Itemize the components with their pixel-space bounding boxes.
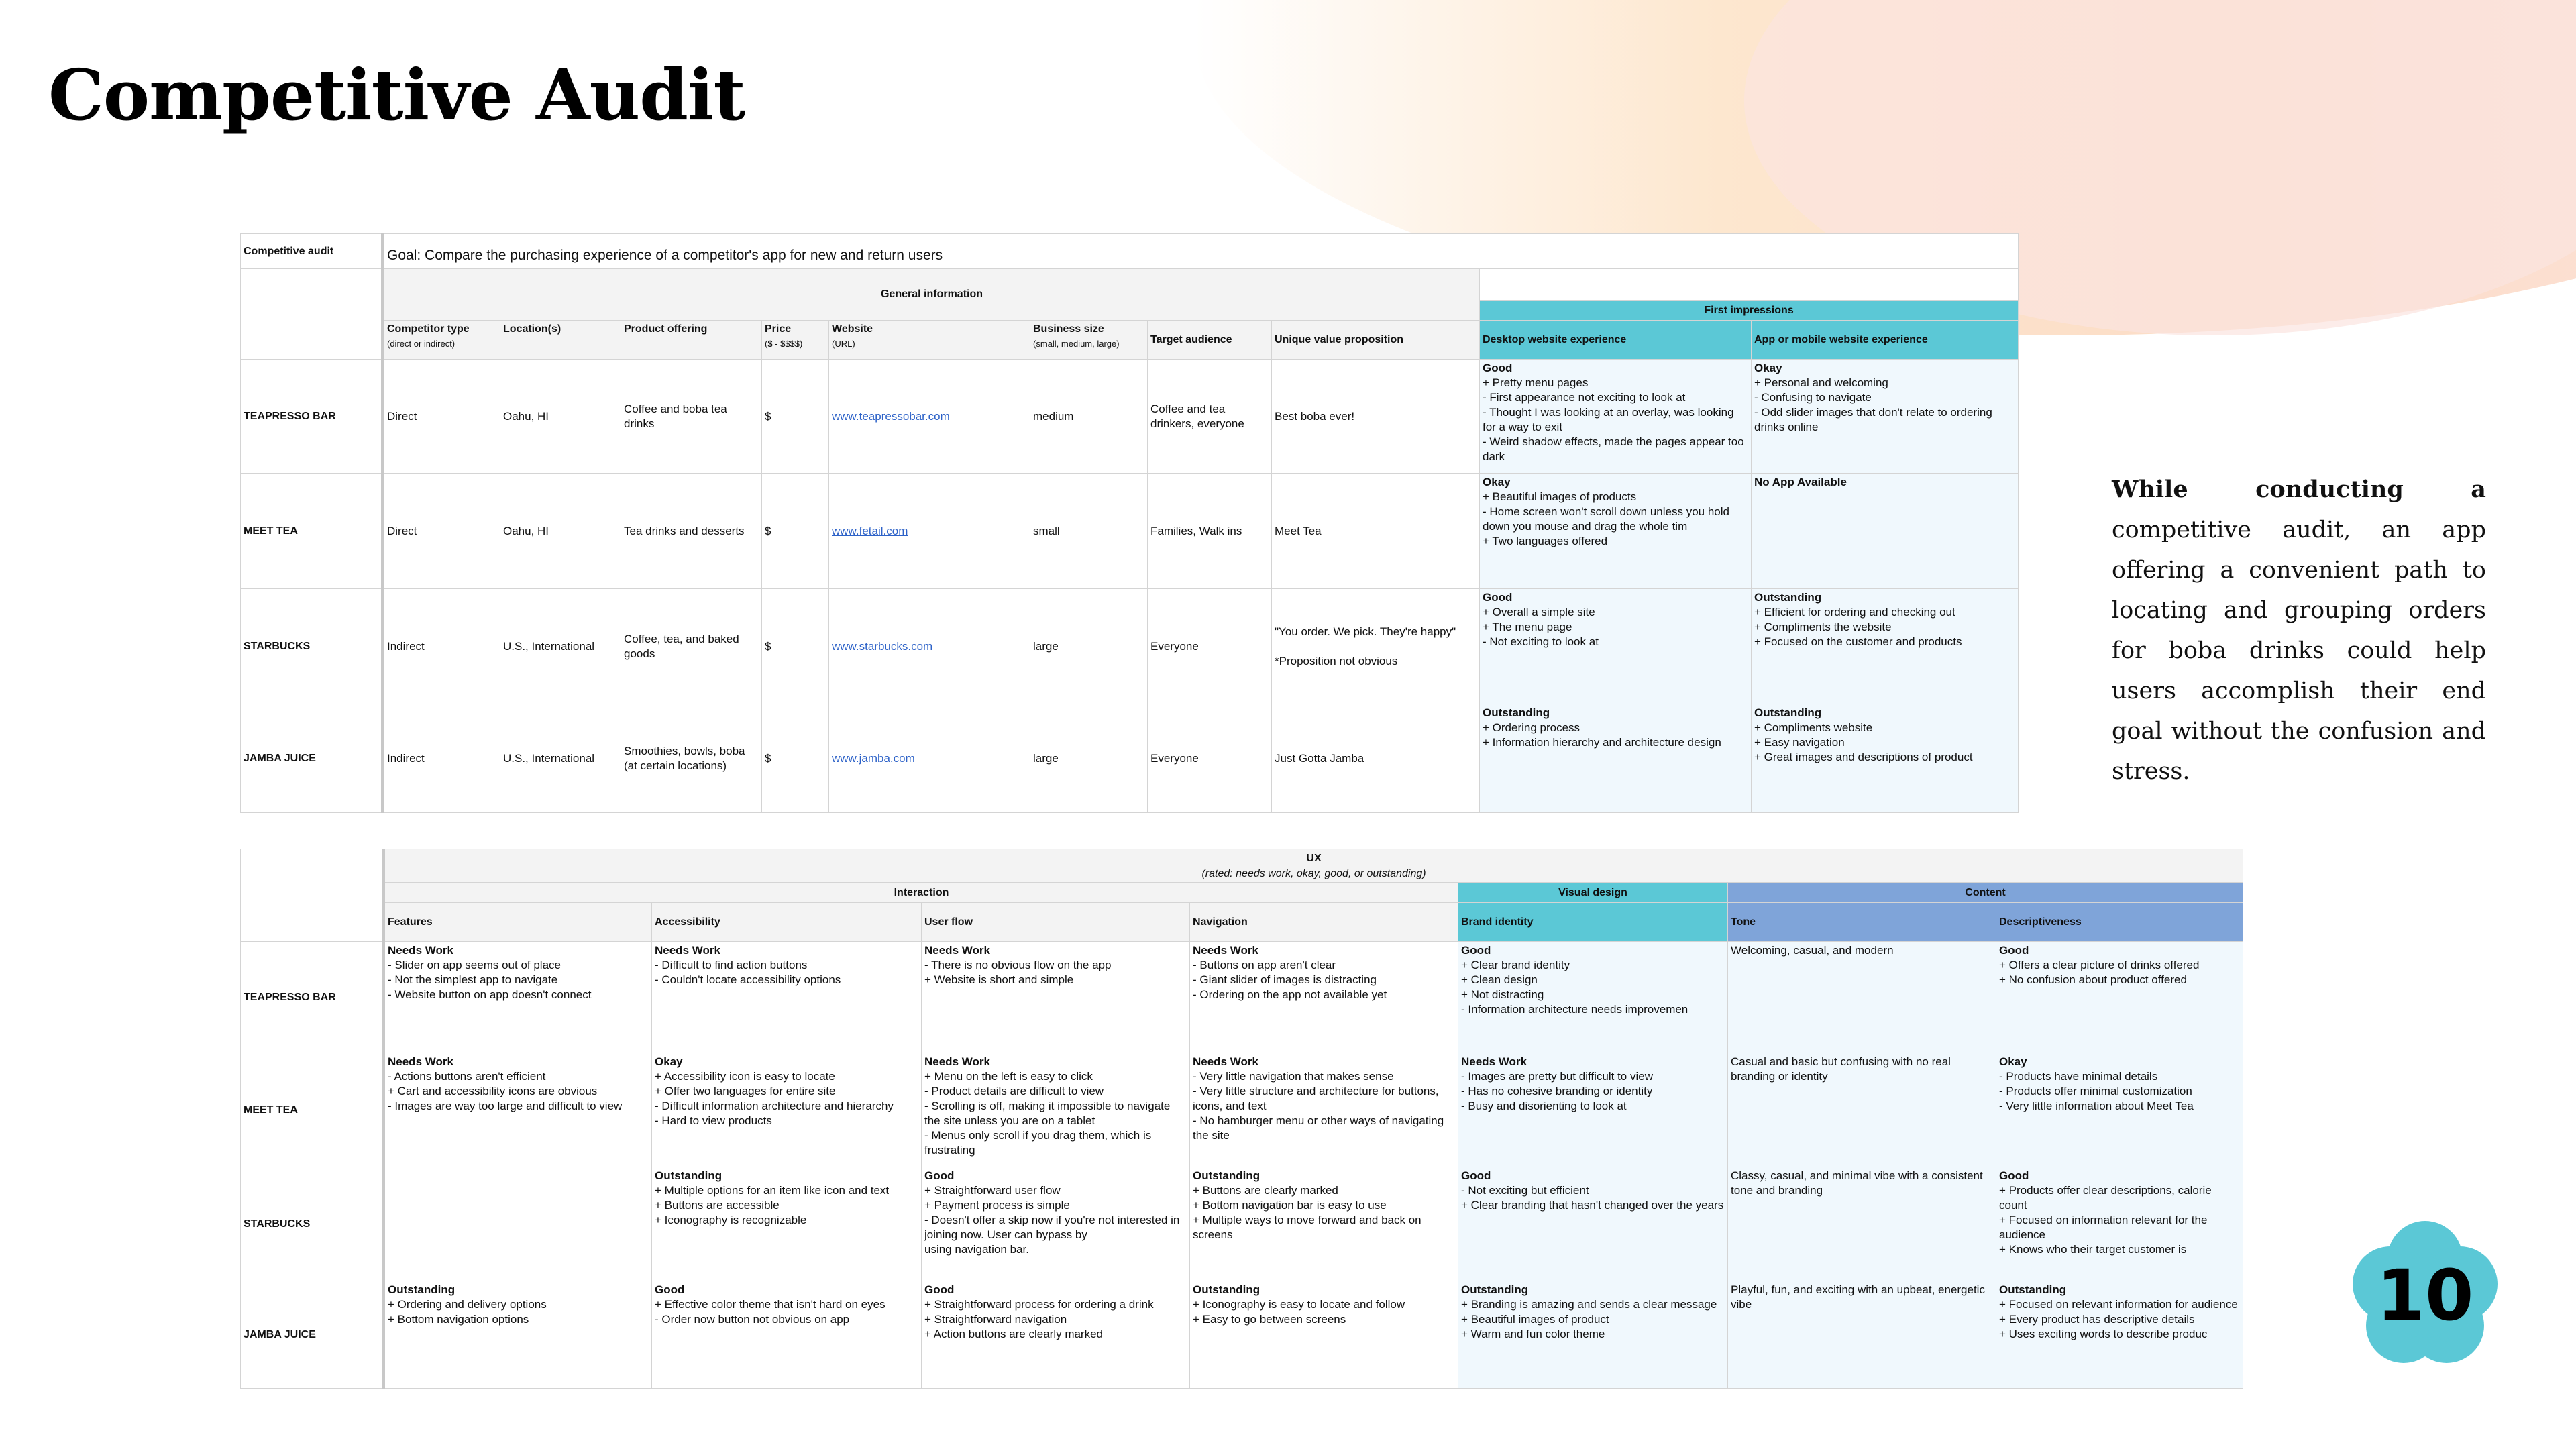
interaction-header: Interaction: [384, 883, 1458, 903]
competitor-location-text: U.S., International: [503, 639, 595, 653]
value-proposition-text: Best boba ever!: [1275, 409, 1355, 423]
value-proposition: [1272, 360, 1480, 474]
website-link[interactable]: [829, 704, 1030, 813]
navigation-cell: [1190, 1167, 1458, 1281]
accessibility-cell-notes: - Difficult to find action buttons - Couldn't locate accessibility options: [655, 959, 841, 986]
competitor-name-text: MEET TEA: [244, 525, 298, 537]
competitor-name-text: TEAPRESSO BAR: [244, 991, 336, 1003]
descriptiveness-cell-rating: Okay: [1999, 1055, 2027, 1068]
descriptiveness-cell-rating: Outstanding: [1999, 1283, 2067, 1296]
business-size-text: medium: [1033, 409, 1074, 423]
target-audience: [1148, 474, 1272, 589]
business-size: [1030, 704, 1148, 813]
header-uvp: Unique value proposition: [1272, 321, 1480, 360]
value-proposition: [1272, 704, 1480, 813]
descriptiveness-cell-notes: + Products offer clear descriptions, calorie count + Focused on information relevant for the audience + Knows who their target customer is: [1999, 1184, 2212, 1256]
competitor-name-text: JAMBA JUICE: [244, 1328, 316, 1340]
brand-identity-cell: [1458, 1053, 1728, 1167]
value-proposition: [1272, 589, 1480, 704]
competitor-location: [500, 589, 621, 704]
competitor-location: [500, 704, 621, 813]
navigation-cell-rating: Needs Work: [1193, 944, 1258, 957]
blank-corner: [241, 269, 383, 360]
navigation-cell-notes: + Buttons are clearly marked + Bottom navigation bar is easy to use + Multiple ways to move forward and back on screens: [1193, 1184, 1421, 1241]
tone-cell-text: Classy, casual, and minimal vibe with a consistent tone and branding: [1731, 1169, 1983, 1197]
business-size: [1030, 474, 1148, 589]
features-cell-notes: - Actions buttons aren't efficient + Cart and accessibility icons are obvious - Images are way too large and difficult to view: [388, 1070, 623, 1112]
competitor-row: [241, 360, 2019, 474]
target-audience-text: Families, Walk ins: [1150, 524, 1242, 537]
business-size: [1030, 589, 1148, 704]
user-flow-cell-rating: Needs Work: [924, 944, 990, 957]
product-offering-text: Coffee and boba tea drinks: [624, 402, 727, 430]
product-offering-text: Coffee, tea, and baked goods: [624, 632, 739, 660]
desktop-experience-rating: Okay: [1483, 476, 1511, 488]
website-link-text[interactable]: www.fetail.com: [832, 524, 908, 537]
features-cell-notes: + Ordering and delivery options + Bottom navigation options: [388, 1298, 547, 1326]
website-link[interactable]: [829, 360, 1030, 474]
summary-paragraph: [2112, 470, 2486, 792]
competitor-type: [383, 360, 500, 474]
desktop-experience-rating: Good: [1483, 362, 1513, 374]
header-target-audience: Target audience: [1148, 321, 1272, 360]
competitor-name: [241, 474, 383, 589]
mobile-experience-rating: No App Available: [1754, 476, 1847, 488]
brand-identity-cell-notes: + Branding is amazing and sends a clear message + Beautiful images of product + Warm and fun color theme: [1461, 1298, 1717, 1340]
summary-bold: While conducting a: [2112, 476, 2486, 503]
first-impressions-header: First impressions: [1480, 301, 2019, 321]
price: [762, 589, 829, 704]
goal-text: Goal: Compare the purchasing experience of a competitor's app for new and return users: [383, 234, 2019, 269]
price: [762, 360, 829, 474]
competitor-name-text: STARBUCKS: [244, 640, 311, 652]
features-cell: [384, 1281, 652, 1389]
product-offering: [621, 474, 762, 589]
header-location: Location(s): [500, 321, 621, 360]
value-proposition: [1272, 474, 1480, 589]
user-flow-cell: [922, 1053, 1190, 1167]
mobile-experience-notes: + Compliments website + Easy navigation + Great images and descriptions of product: [1754, 721, 1973, 763]
desktop-experience-rating: Outstanding: [1483, 706, 1550, 719]
page-number-badge: [2348, 1218, 2502, 1373]
target-audience: [1148, 704, 1272, 813]
competitor-location-text: U.S., International: [503, 751, 595, 765]
header-price: Price ($ - $$$$): [762, 321, 829, 360]
user-flow-cell-notes: + Straightforward user flow + Payment process is simple - Doesn't offer a skip now if you're not interested in joining now. User can bypass by using navigation bar.: [924, 1184, 1180, 1256]
tone-cell: [1728, 1053, 1996, 1167]
header-competitor-type: Competitor type (direct or indirect): [383, 321, 500, 360]
mobile-experience: [1752, 704, 2019, 813]
user-flow-cell: [922, 1167, 1190, 1281]
mobile-experience: [1752, 589, 2019, 704]
accessibility-cell-rating: Good: [655, 1283, 685, 1296]
accessibility-cell-notes: + Effective color theme that isn't hard on eyes - Order now button not obvious on app: [655, 1298, 885, 1326]
brand-identity-cell: [1458, 942, 1728, 1053]
target-audience-text: Everyone: [1150, 751, 1199, 765]
mobile-experience-rating: Outstanding: [1754, 706, 1822, 719]
brand-identity-cell-notes: - Images are pretty but difficult to view - Has no cohesive branding or identity - Busy and disorienting to look at: [1461, 1070, 1653, 1112]
header-user-flow: User flow: [922, 903, 1190, 942]
competitor-location: [500, 474, 621, 589]
competitor-type-text: Indirect: [387, 751, 425, 765]
accessibility-cell-notes: + Accessibility icon is easy to locate + Offer two languages for entire site - Difficult information architecture and hierarchy - Hard to view products: [655, 1070, 894, 1127]
descriptiveness-cell: [1996, 1281, 2243, 1389]
navigation-cell: [1190, 942, 1458, 1053]
website-link-text[interactable]: www.teapressobar.com: [832, 409, 950, 423]
ux-table: [240, 849, 2243, 1389]
desktop-experience: [1480, 704, 1752, 813]
competitor-type: [383, 704, 500, 813]
competitor-location-text: Oahu, HI: [503, 524, 549, 537]
competitor-name: [241, 589, 383, 704]
tone-cell-text: Welcoming, casual, and modern: [1731, 944, 1894, 957]
navigation-cell-notes: - Buttons on app aren't clear - Giant slider of images is distracting - Ordering on the app not available yet: [1193, 959, 1387, 1001]
target-audience: [1148, 589, 1272, 704]
competitor-row: [241, 474, 2019, 589]
tone-cell: [1728, 1167, 1996, 1281]
ux-row: [241, 1053, 2243, 1167]
mobile-experience-notes: + Efficient for ordering and checking out + Compliments the website + Focused on the customer and products: [1754, 606, 1962, 648]
ux-row: [241, 1281, 2243, 1389]
ux-row: [241, 1167, 2243, 1281]
desktop-experience-notes: + Ordering process + Information hierarchy and architecture design: [1483, 721, 1721, 749]
business-size-text: large: [1033, 639, 1059, 653]
header-mobile: App or mobile website experience: [1752, 321, 2019, 360]
business-size-text: large: [1033, 751, 1059, 765]
user-flow-cell: [922, 1281, 1190, 1389]
accessibility-cell: [652, 1167, 922, 1281]
competitor-name-text: MEET TEA: [244, 1104, 298, 1116]
competitor-name-text: STARBUCKS: [244, 1218, 311, 1230]
features-cell-rating: Needs Work: [388, 1055, 453, 1068]
mobile-experience: [1752, 360, 2019, 474]
content-header: Content: [1728, 883, 2243, 903]
competitor-name: [241, 1167, 384, 1281]
competitor-row: [241, 704, 2019, 813]
descriptiveness-cell-notes: + Offers a clear picture of drinks offered + No confusion about product offered: [1999, 959, 2200, 986]
brand-identity-cell-rating: Outstanding: [1461, 1283, 1529, 1296]
mobile-experience-rating: Okay: [1754, 362, 1782, 374]
navigation-cell-notes: + Iconography is easy to locate and follow + Easy to go between screens: [1193, 1298, 1405, 1326]
value-proposition-text: Meet Tea: [1275, 524, 1322, 537]
desktop-experience: [1480, 360, 1752, 474]
navigation-cell: [1190, 1281, 1458, 1389]
value-proposition-text: "You order. We pick. They're happy" *Proposition not obvious: [1275, 625, 1456, 667]
descriptiveness-cell: [1996, 942, 2243, 1053]
accessibility-cell: [652, 1281, 922, 1389]
competitor-location-text: Oahu, HI: [503, 409, 549, 423]
mobile-experience-notes: + Personal and welcoming - Confusing to navigate - Odd slider images that don't relate to ordering drinks online: [1754, 376, 1992, 433]
blank-cell: [1480, 269, 2019, 301]
competitor-type: [383, 474, 500, 589]
competitor-row: [241, 589, 2019, 704]
page-title: Competitive Audit: [48, 54, 745, 136]
header-tone: Tone: [1728, 903, 1996, 942]
ux-row: [241, 942, 2243, 1053]
accessibility-cell: [652, 1053, 922, 1167]
desktop-experience-notes: + Overall a simple site + The menu page - Not exciting to look at: [1483, 606, 1599, 648]
descriptiveness-cell-rating: Good: [1999, 1169, 2029, 1182]
features-cell-notes: - Slider on app seems out of place - Not the simplest app to navigate - Website button on app doesn't connect: [388, 959, 592, 1001]
descriptiveness-cell: [1996, 1167, 2243, 1281]
competitor-name: [241, 942, 384, 1053]
accessibility-cell-rating: Okay: [655, 1055, 683, 1068]
desktop-experience-rating: Good: [1483, 591, 1513, 604]
target-audience-text: Everyone: [1150, 639, 1199, 653]
competitor-type-text: Direct: [387, 524, 417, 537]
accessibility-cell: [652, 942, 922, 1053]
brand-identity-cell: [1458, 1281, 1728, 1389]
desktop-experience-notes: + Pretty menu pages - First appearance not exciting to look at - Thought I was looking at an overlay, was looking for a way to exit - Weird shadow effects, made the pages appear too dark: [1483, 376, 1744, 463]
general-info-table: [240, 233, 2019, 813]
website-link[interactable]: [829, 474, 1030, 589]
competitor-name: [241, 704, 383, 813]
product-offering: [621, 360, 762, 474]
header-descriptiveness: Descriptiveness: [1996, 903, 2243, 942]
user-flow-cell-notes: - There is no obvious flow on the app + Website is short and simple: [924, 959, 1112, 986]
header-desktop: Desktop website experience: [1480, 321, 1752, 360]
business-size-text: small: [1033, 524, 1060, 537]
brand-identity-cell: [1458, 1167, 1728, 1281]
desktop-experience-notes: + Beautiful images of products - Home screen won't scroll down unless you hold down you mouse and drag the whole tim + Two languages offered: [1483, 490, 1729, 547]
navigation-cell-rating: Outstanding: [1193, 1169, 1260, 1182]
user-flow-cell-rating: Good: [924, 1283, 955, 1296]
desktop-experience: [1480, 474, 1752, 589]
navigation-cell: [1190, 1053, 1458, 1167]
descriptiveness-cell: [1996, 1053, 2243, 1167]
competitor-name: [241, 1053, 384, 1167]
brand-identity-cell-rating: Needs Work: [1461, 1055, 1527, 1068]
header-product: Product offering: [621, 321, 762, 360]
features-cell: [384, 1167, 652, 1281]
price: [762, 704, 829, 813]
header-accessibility: Accessibility: [652, 903, 922, 942]
blank-corner: [241, 849, 384, 942]
product-offering-text: Tea drinks and desserts: [624, 524, 745, 537]
brand-identity-cell-rating: Good: [1461, 1169, 1491, 1182]
target-audience-text: Coffee and tea drinkers, everyone: [1150, 402, 1244, 430]
competitor-location: [500, 360, 621, 474]
descriptiveness-cell-notes: - Products have minimal details - Products offer minimal customization - Very little information about Meet Tea: [1999, 1070, 2194, 1112]
features-cell: [384, 942, 652, 1053]
target-audience: [1148, 360, 1272, 474]
tone-cell: [1728, 1281, 1996, 1389]
competitor-type: [383, 589, 500, 704]
user-flow-cell-rating: Good: [924, 1169, 955, 1182]
user-flow-cell-notes: + Menu on the left is easy to click - Product details are difficult to view - Scrolling is off, making it impossible to navigate the site unless you are on a tablet - Menus only scroll if you drag them, which is frustrating: [924, 1070, 1171, 1157]
competitor-type-text: Indirect: [387, 639, 425, 653]
tone-cell-text: Casual and basic but confusing with no real branding or identity: [1731, 1055, 1951, 1083]
accessibility-cell-rating: Outstanding: [655, 1169, 722, 1182]
header-brand-identity: Brand identity: [1458, 903, 1728, 942]
price-text: $: [765, 751, 771, 765]
price-text: $: [765, 409, 771, 423]
website-link-text[interactable]: www.jamba.com: [832, 751, 915, 765]
brand-identity-cell-rating: Good: [1461, 944, 1491, 957]
header-business-size: Business size (small, medium, large): [1030, 321, 1148, 360]
navigation-cell-rating: Needs Work: [1193, 1055, 1258, 1068]
features-cell-rating: Outstanding: [388, 1283, 455, 1296]
business-size: [1030, 360, 1148, 474]
website-link-text[interactable]: www.starbucks.com: [832, 639, 933, 653]
value-proposition-text: Just Gotta Jamba: [1275, 751, 1364, 765]
user-flow-cell-rating: Needs Work: [924, 1055, 990, 1068]
audit-label: Competitive audit: [241, 234, 383, 269]
product-offering: [621, 704, 762, 813]
tone-cell-text: Playful, fun, and exciting with an upbeat, energetic vibe: [1731, 1283, 1985, 1311]
visual-design-header: Visual design: [1458, 883, 1728, 903]
brand-identity-cell-notes: - Not exciting but efficient + Clear branding that hasn't changed over the years: [1461, 1184, 1724, 1212]
product-offering: [621, 589, 762, 704]
competitor-name: [241, 360, 383, 474]
header-website: Website (URL): [829, 321, 1030, 360]
product-offering-text: Smoothies, bowls, boba (at certain locations): [624, 744, 745, 772]
features-cell-rating: Needs Work: [388, 944, 453, 957]
page-number: 10: [2376, 1254, 2474, 1336]
accessibility-cell-rating: Needs Work: [655, 944, 720, 957]
price: [762, 474, 829, 589]
website-link[interactable]: [829, 589, 1030, 704]
general-info-header: General information: [383, 269, 1480, 321]
price-text: $: [765, 524, 771, 537]
price-text: $: [765, 639, 771, 653]
mobile-experience: [1752, 474, 2019, 589]
competitor-type-text: Direct: [387, 409, 417, 423]
competitor-name: [241, 1281, 384, 1389]
summary-rest: competitive audit, an app offering a convenient path to locating and grouping orders for boba drinks could help users accomplish their end goal without the confusion and stress.: [2112, 517, 2486, 785]
competitor-name-text: JAMBA JUICE: [244, 752, 316, 764]
user-flow-cell-notes: + Straightforward process for ordering a drink + Straightforward navigation + Action buttons are clearly marked: [924, 1298, 1154, 1340]
mobile-experience-rating: Outstanding: [1754, 591, 1822, 604]
header-navigation: Navigation: [1190, 903, 1458, 942]
header-features: Features: [384, 903, 652, 942]
navigation-cell-notes: - Very little navigation that makes sense - Very little structure and architecture for buttons, icons, and text - No hamburger menu or other ways of navigating the site: [1193, 1070, 1444, 1142]
brand-identity-cell-notes: + Clear brand identity + Clean design + Not distracting - Information architecture needs improvemen: [1461, 959, 1688, 1016]
features-cell: [384, 1053, 652, 1167]
descriptiveness-cell-notes: + Focused on relevant information for audience + Every product has descriptive details + Uses exciting words to describe produc: [1999, 1298, 2238, 1340]
accessibility-cell-notes: + Multiple options for an item like icon and text + Buttons are accessible + Iconography is recognizable: [655, 1184, 890, 1226]
desktop-experience: [1480, 589, 1752, 704]
navigation-cell-rating: Outstanding: [1193, 1283, 1260, 1296]
ux-header: UX (rated: needs work, okay, good, or outstanding): [384, 849, 2243, 883]
competitor-name-text: TEAPRESSO BAR: [244, 410, 336, 422]
tone-cell: [1728, 942, 1996, 1053]
user-flow-cell: [922, 942, 1190, 1053]
descriptiveness-cell-rating: Good: [1999, 944, 2029, 957]
